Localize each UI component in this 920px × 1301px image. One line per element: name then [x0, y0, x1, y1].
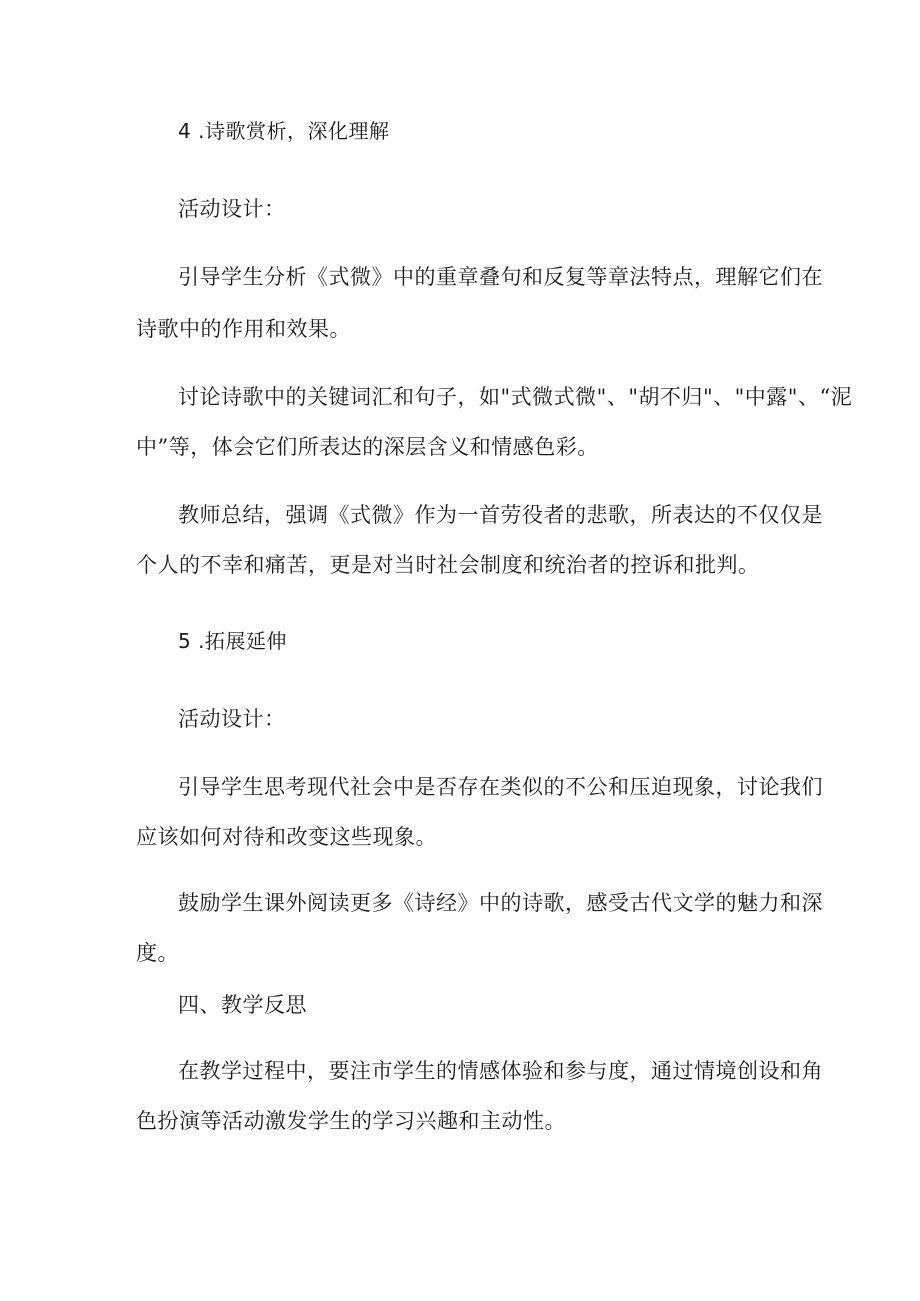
- section-5-paragraph-1-line-2: 应该如何对待和改变这些现象。: [136, 825, 437, 849]
- section-5-paragraph-2-line-1: 鼓励学生课外阅读更多《诗经》中的诗歌，感受古代文学的魅力和深: [178, 891, 823, 915]
- section-4-paragraph-1-line-1: 引导学生分析《式微》中的重章叠句和反复等章法特点，理解它们在: [178, 265, 823, 289]
- section-6-heading: 四、教学反思: [178, 993, 307, 1017]
- section-4-paragraph-2-line-1: 讨论诗歌中的关键词汇和句子，如"式微式微"、"胡不归"、"中露"、“泥: [178, 385, 853, 409]
- section-5-paragraph-1-line-1: 引导学生思考现代社会中是否存在类似的不公和压迫现象，讨论我们: [178, 775, 823, 799]
- section-4-paragraph-2-line-2: 中”等，体会它们所表达的深层含义和情感色彩。: [136, 435, 599, 459]
- section-6-paragraph-1-line-2: 色扮演等活动激发学生的学习兴趣和主动性。: [136, 1109, 566, 1133]
- section-4-paragraph-1-line-2: 诗歌中的作用和效果。: [136, 317, 351, 341]
- section-4-paragraph-3-line-2: 个人的不幸和痛苦，更是对当时社会制度和统治者的控诉和批判。: [136, 553, 760, 577]
- section-4-paragraph-3-line-1: 教师总结，强调《式微》作为一首劳役者的悲歌，所表达的不仅仅是: [178, 503, 823, 527]
- section-4-heading: 4 .诗歌赏析，深化理解: [178, 119, 390, 143]
- section-4-activity-label: 活动设计：: [178, 197, 286, 221]
- section-5-activity-label: 活动设计：: [178, 707, 286, 731]
- section-6-paragraph-1-line-1: 在教学过程中，要注市学生的情感体验和参与度，通过情境创设和角: [178, 1059, 823, 1083]
- section-5-heading: 5 .拓展延伸: [178, 629, 287, 653]
- section-5-paragraph-2-line-2: 度。: [136, 941, 179, 965]
